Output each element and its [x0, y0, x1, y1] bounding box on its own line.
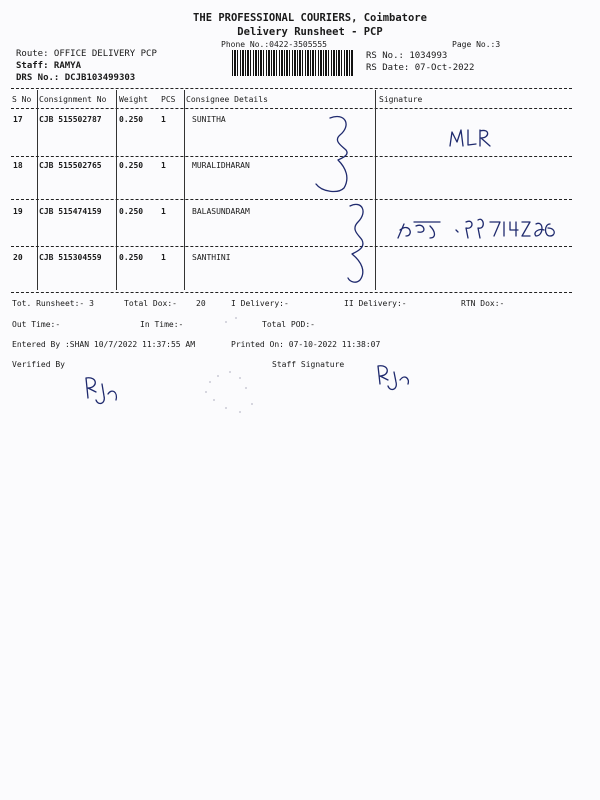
printed-on: Printed On: 07-10-2022 11:38:07 [231, 340, 381, 349]
row-consignee: MURALIDHARAN [192, 161, 250, 170]
tot-runsheet: Tot. Runsheet:- 3 [12, 299, 94, 308]
row-consignment: CJB 515474159 [39, 207, 102, 216]
row-consignee: SUNITHA [192, 115, 226, 124]
row-consignee: BALASUNDARAM [192, 207, 250, 216]
total-dox-label: Total Dox:- [124, 299, 177, 308]
row-consignment: CJB 515502765 [39, 161, 102, 170]
out-time: Out Time:- [12, 320, 61, 329]
row-sno: 17 [13, 115, 23, 124]
col-header-pcs: PCS [161, 95, 176, 104]
row-weight: 0.250 [119, 253, 144, 262]
rs-date: RS Date: 07-Oct-2022 [366, 63, 475, 73]
entered-by: Entered By :SHAN 10/7/2022 11:37:55 AM [12, 340, 196, 349]
total-dox-value: 20 [196, 299, 206, 308]
row-consignment: CJB 515502787 [39, 115, 102, 124]
col-header-consignee: Consignee Details [186, 95, 268, 104]
row-consignment: CJB 515304559 [39, 253, 102, 262]
row-pcs: 1 [161, 161, 166, 170]
i-delivery: I Delivery:- [231, 299, 289, 308]
route-label: Route: OFFICE DELIVERY PCP [16, 49, 157, 59]
rtn-dox: RTN Dox:- [461, 299, 505, 308]
row-pcs: 1 [161, 115, 166, 124]
rs-number: RS No.: 1034993 [366, 51, 448, 61]
total-pod: Total POD:- [262, 320, 315, 329]
col-header-consignment: Consignment No [39, 95, 107, 104]
in-time: In Time:- [140, 320, 184, 329]
row-pcs: 1 [161, 253, 166, 262]
row-weight: 0.250 [119, 161, 144, 170]
col-header-weight: Weight [119, 95, 148, 104]
ii-delivery: II Delivery:- [344, 299, 407, 308]
row-weight: 0.250 [119, 207, 144, 216]
row-pcs: 1 [161, 207, 166, 216]
drs-number: DRS No.: DCJB103499303 [16, 73, 136, 83]
runsheet-subtitle: Delivery Runsheet - PCP [237, 26, 383, 38]
company-title: THE PROFESSIONAL COURIERS, Coimbatore [193, 12, 427, 24]
row-sno: 20 [13, 253, 23, 262]
row-weight: 0.250 [119, 115, 144, 124]
row-sno: 18 [13, 161, 23, 170]
phone-number: Phone No.:0422-3505555 [221, 40, 327, 49]
page-number: Page No.:3 [452, 40, 501, 49]
col-header-sno: S No [12, 95, 32, 104]
col-header-signature: Signature [379, 95, 423, 104]
row-consignee: SANTHINI [192, 253, 231, 262]
verified-by-label: Verified By [12, 360, 65, 369]
staff-signature-label: Staff Signature [272, 360, 345, 369]
row-sno: 19 [13, 207, 23, 216]
staff-label: Staff: RAMYA [16, 61, 82, 71]
